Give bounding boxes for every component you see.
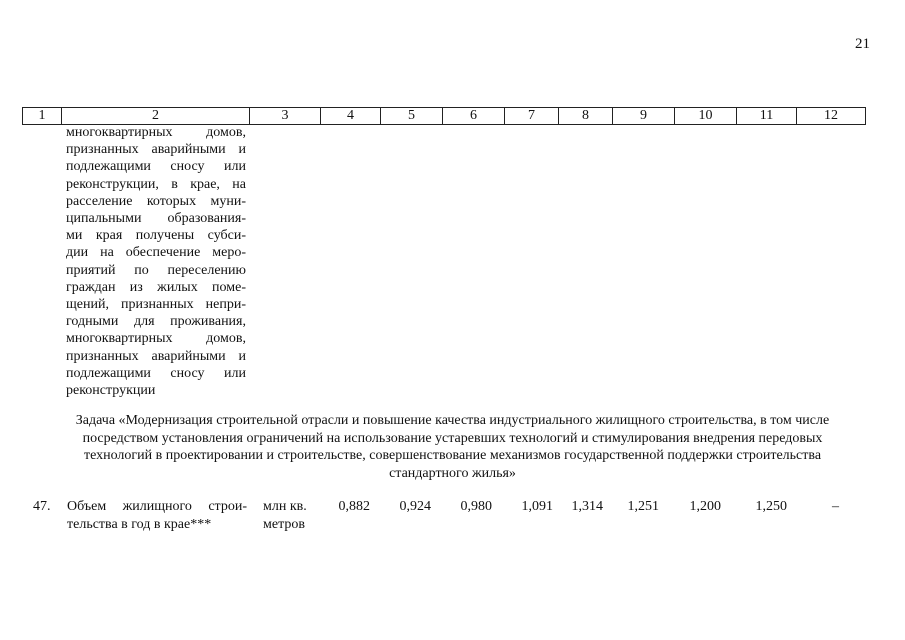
header-col-6: 6 — [443, 108, 505, 125]
task-heading — [30, 412, 875, 482]
text-line: реконструкции, в крае, на — [66, 176, 246, 192]
header-col-1: 1 — [23, 108, 62, 125]
header-row — [23, 108, 866, 125]
value-cell: 0,924 — [399, 499, 431, 514]
task-line: посредством установления ограничений на использование устаревших технологий и стимулирования внедрения передовых — [82, 430, 823, 446]
unit-line: метров — [263, 517, 305, 532]
value-cell: – — [832, 499, 839, 514]
header-col-5: 5 — [381, 108, 443, 125]
text-line: признанных аварийными и — [66, 348, 246, 364]
header-col-2: 2 — [62, 108, 250, 125]
column-number-header-table — [22, 107, 866, 125]
value-cell: 1,200 — [689, 499, 721, 514]
indicator-name-line: тельства в год в крае*** — [67, 517, 212, 532]
header-col-9: 9 — [613, 108, 675, 125]
unit-line: млн кв. — [263, 499, 307, 514]
text-line: годными для проживания, — [66, 314, 246, 330]
value-cell: 1,251 — [627, 499, 659, 514]
indicator-name-line: Объем жилищного строи- — [67, 499, 247, 514]
task-line: Задача «Модернизация строительной отрасли и повышение качества индустриального жилищного строительства, в том числе — [75, 413, 830, 428]
header-col-8: 8 — [559, 108, 613, 125]
task-line: стандартного жилья» — [389, 465, 516, 481]
text-line: подлежащими сносу или — [66, 159, 246, 175]
text-line: дии на обеспечение меро- — [66, 245, 246, 261]
header-col-3: 3 — [250, 108, 321, 125]
value-cell: 1,091 — [521, 499, 553, 514]
header-col-7: 7 — [505, 108, 559, 125]
text-line: реконструкции — [66, 383, 156, 399]
text-line: многоквартирных домов, — [66, 125, 246, 140]
value-cell: 0,980 — [460, 499, 492, 514]
value-cell: 0,882 — [338, 499, 370, 514]
page-number: 21 — [855, 36, 870, 52]
text-line: щений, признанных непри- — [66, 297, 246, 313]
continued-indicator-text — [66, 124, 246, 399]
header-col-10: 10 — [675, 108, 737, 125]
text-line: граждан из жилых поме- — [66, 279, 246, 295]
text-line: подлежащими сносу или — [66, 365, 246, 381]
row-number: 47. — [33, 499, 51, 514]
indicator-name — [67, 498, 247, 534]
text-line: ципальными образования- — [66, 211, 246, 227]
value-cell: 1,314 — [571, 499, 603, 514]
header-col-11: 11 — [737, 108, 797, 125]
text-line: признанных аварийными и — [66, 142, 246, 158]
unit-of-measure — [263, 498, 307, 534]
text-line: приятий по переселению — [66, 262, 246, 278]
header-col-12: 12 — [797, 108, 866, 125]
text-line: ми края получены субси- — [66, 228, 246, 244]
text-line: многоквартирных домов, — [66, 331, 246, 347]
value-cell: 1,250 — [755, 499, 787, 514]
text-line: расселение которых муни- — [66, 193, 246, 209]
header-col-4: 4 — [321, 108, 381, 125]
task-line: технологий в проектировании и строительстве, совершенствование механизмов государственной поддержки строительства — [83, 448, 822, 463]
